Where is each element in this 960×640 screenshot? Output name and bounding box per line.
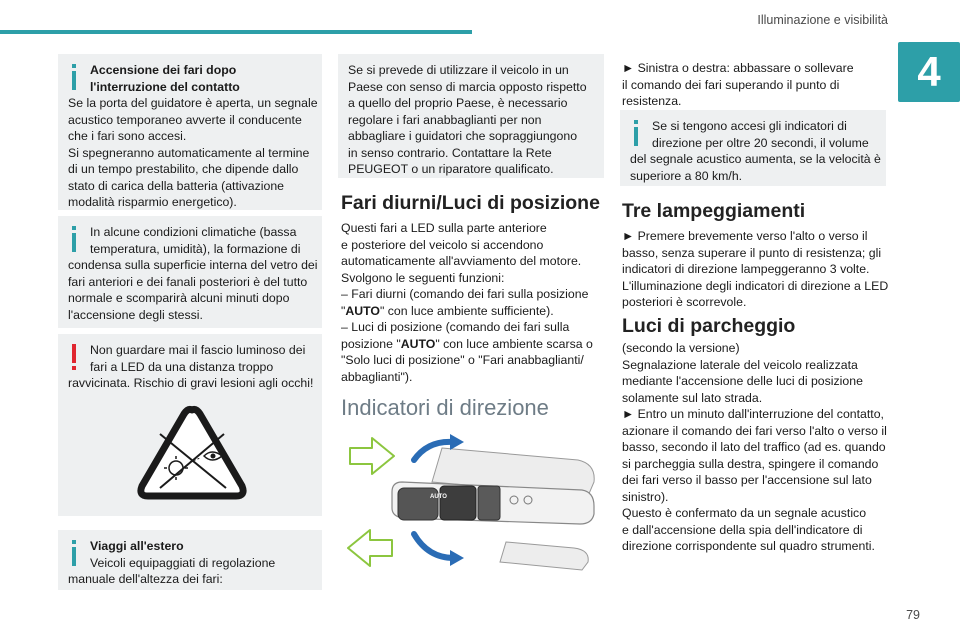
text-line: del segnale acustico aumenta, se la velocità è: [630, 152, 881, 166]
arrow-left-icon: [348, 530, 392, 566]
text-line: Se si prevede di utilizzare il veicolo in un: [348, 63, 569, 77]
text-line: il comando dei fari superando il punto di: [622, 77, 840, 92]
text-line: Se si tengono accesi gli indicatori di: [652, 119, 847, 133]
text-line: di un tempo prestabilito, che dipende dallo: [68, 162, 299, 176]
text-line: superiore a 80 km/h.: [630, 168, 743, 183]
text-line: – Fari diurni (comando dei fari sulla posizione: [341, 287, 589, 301]
info-box-title: Viaggi all'estero: [90, 539, 184, 553]
text-line: a quello del proprio Paese, è necessario: [348, 96, 568, 110]
parking-lights-text: [622, 340, 888, 555]
text-line: mediante l'accensione delle luci di posizione: [622, 374, 863, 388]
text-line: modalità risparmio energetico).: [68, 195, 237, 209]
heading-parking-lights: Luci di parcheggio: [622, 315, 796, 337]
text-line: PEUGEOT o un riparatore qualificato.: [348, 162, 554, 176]
three-flashes-text: [622, 228, 888, 311]
text-line: azionare il comando dei fari verso l'alto o verso il: [622, 423, 887, 438]
text-line: indicatori di direzione lampeggeranno 3 volte.: [622, 262, 870, 276]
indicator-stalk-illustration: [342, 430, 604, 582]
info-box-condensation: [58, 216, 322, 328]
text-line: automaticamente all'avviamento del motore.: [341, 254, 582, 268]
text-line: In alcune condizioni climatiche (bassa: [90, 225, 297, 239]
text-line: Segnalazione laterale del veicolo realizzata: [622, 357, 858, 372]
heading-three-flashes: Tre lampeggiamenti: [622, 200, 806, 222]
text-line: direzione corrispondente sul quadro strumenti.: [622, 539, 875, 553]
info-icon: [70, 226, 78, 252]
info-icon: [70, 64, 78, 90]
text-line: normale e scomparirà alcuni minuti dopo: [68, 291, 290, 305]
text-line: e posteriore del veicolo si accendono: [341, 237, 544, 252]
header-accent-bar: [0, 30, 472, 34]
section-title: Illuminazione e visibilità: [757, 13, 888, 27]
turn-signal-intro: [622, 60, 888, 110]
text-line: fari anteriori e dei fanali posteriori è del tutto: [68, 274, 308, 289]
info-box-headlights-off: [58, 54, 322, 210]
text-line: e dall'accensione della spia dell'indicatore di: [622, 522, 863, 537]
led-eye-warning-icon: [136, 404, 248, 504]
text-line: regolare i fari anabbaglianti per non: [348, 112, 542, 127]
text-line: sinistro).: [622, 489, 669, 504]
info-icon: [632, 120, 640, 146]
info-box-indicator-volume: [620, 110, 886, 186]
text-line: Questi fari a LED sulla parte anteriore: [341, 221, 547, 235]
text-line: ► Sinistra o destra: abbassare o sollevare: [622, 61, 854, 75]
text-line: Non guardare mai il fascio luminoso dei: [90, 343, 306, 357]
chapter-number-badge: 4: [898, 42, 960, 102]
heading-indicators: Indicatori di direzione: [341, 395, 549, 420]
text-line: "AUTO" con luce ambiente sufficiente).: [341, 303, 554, 318]
text-line: dei fari verso il basso per l'accensione sul lato: [622, 473, 872, 487]
text-line: solamente sul lato strada.: [622, 390, 763, 405]
text-line: ravvicinata. Rischio di gravi lesioni agli occhi!: [68, 376, 314, 390]
warning-box-led: [58, 334, 322, 516]
text-line: "Solo luci di posizione" o "Fari anabbaglianti/: [341, 353, 584, 367]
text-line: ► Premere brevemente verso l'alto o verso il: [622, 229, 868, 243]
text-line: (secondo la versione): [622, 341, 740, 355]
heading-drl: Fari diurni/Luci di posizione: [341, 192, 600, 214]
stalk-auto-label: AUTO: [430, 494, 447, 500]
info-box-travel-abroad: [58, 530, 322, 590]
text-line: stato di carica della batteria (attivazione: [68, 178, 284, 193]
text-line: abbaglianti").: [341, 369, 413, 384]
text-line: basso, senza superare il punto di resistenza; gli: [622, 245, 882, 260]
text-line: direzione per oltre 20 secondi, il volume: [652, 135, 869, 150]
text-line: l'accensione degli stessi.: [68, 307, 203, 322]
page-number: 79: [906, 608, 920, 622]
text-line: abbagliare i guidatori che sopraggiungono: [348, 129, 578, 143]
text-line: Questo è confermato da un segnale acustico: [622, 506, 867, 520]
text-line: Veicoli equipaggiati di regolazione: [90, 555, 276, 570]
text-line: Se la porta del guidatore è aperta, un segnale: [68, 96, 318, 110]
warning-icon: [70, 344, 78, 370]
text-line: resistenza.: [622, 94, 682, 108]
arrow-right-icon: [350, 438, 394, 474]
info-box-continuation: [338, 54, 604, 178]
text-line: che i fari sono accesi.: [68, 129, 187, 143]
text-line: in senso contrario. Contattare la Rete: [348, 145, 552, 160]
info-box-title: Accensione dei fari dopo: [90, 63, 237, 77]
text-line: posizione "AUTO" con luce ambiente scarsa o: [341, 336, 593, 351]
text-line: L'illuminazione degli indicatori di direzione a LED: [622, 278, 889, 293]
text-line: condensa sulla superficie interna del vetro dei: [68, 258, 318, 272]
text-line: manuale dell'altezza dei fari:: [68, 572, 223, 586]
text-line: basso, secondo il lato del traffico (ad es. quando: [622, 440, 886, 454]
text-line: Si spegneranno automaticamente al termine: [68, 145, 310, 160]
auto-keyword: AUTO: [400, 336, 436, 351]
text-line: Svolgono le seguenti funzioni:: [341, 270, 505, 285]
text-line: si parcheggia sulla destra, spingere il comando: [622, 456, 879, 471]
text-line: posteriori è scorrevole.: [622, 295, 747, 309]
text-line: – Luci di posizione (comando dei fari sulla: [341, 320, 570, 334]
text-line: acustico temporaneo avverte il conducente: [68, 112, 302, 127]
text-line: temperatura, umidità), la formazione di: [90, 241, 301, 256]
text-line: Paese con senso di marcia opposto rispetto: [348, 79, 587, 94]
drl-text: [341, 220, 607, 385]
text-line: fari a LED da una distanza troppo: [90, 359, 274, 374]
info-icon: [70, 540, 78, 566]
auto-keyword: AUTO: [345, 303, 380, 318]
info-box-title: l'interruzione del contatto: [90, 79, 240, 94]
text-line: ► Entro un minuto dall'interruzione del contatto,: [622, 407, 884, 421]
